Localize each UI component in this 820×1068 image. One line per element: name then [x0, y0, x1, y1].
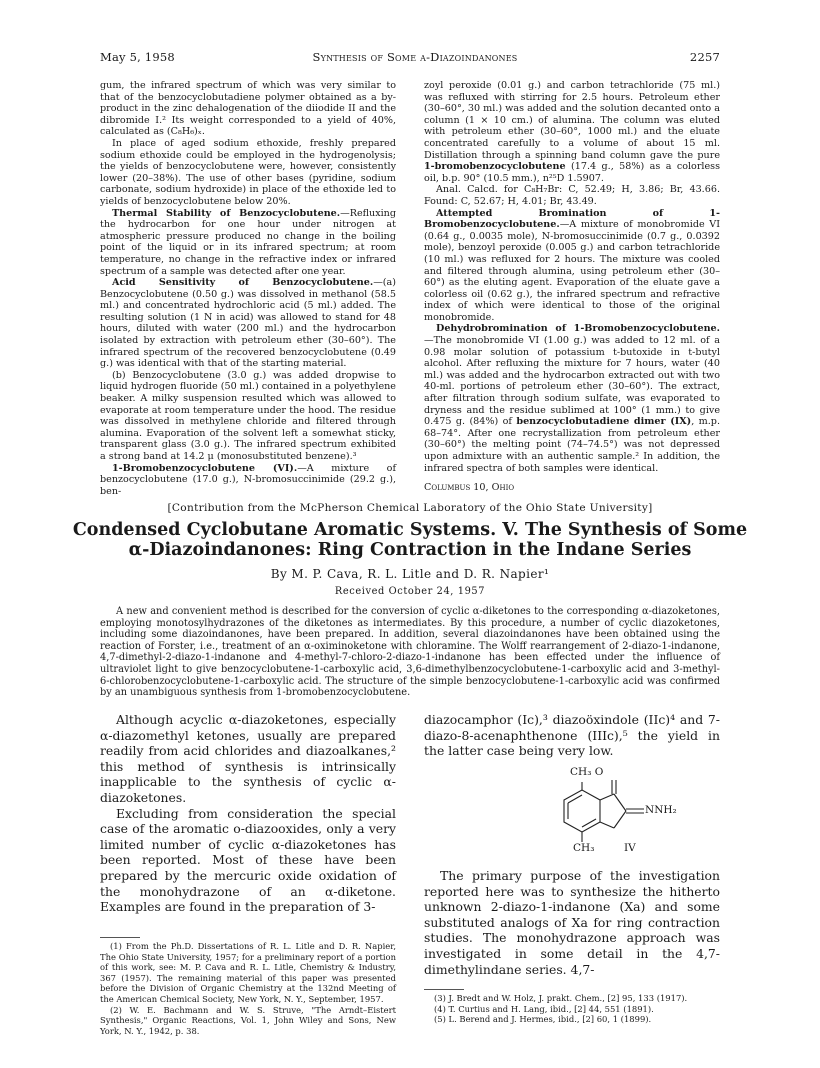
- paragraph-bromo: 1-Bromobenzocyclobutene (VI).—A mixture of benzocyclobutene (17.0 g.), N-bromosuccinimide (29.2 g.), ben-: [100, 462, 396, 497]
- location: Columbus 10, Ohio: [424, 482, 515, 494]
- paragraph: Excluding from consideration the special case of the aromatic o-diazooxides, only a very limited number of cyclic α-diazoketones has been reported. Most of these have been prepared by the mercuric oxide oxidation of the monohydrazone of an α-diketone. Examples are found in the preparation of 3-: [100, 805, 396, 915]
- footnote: (4) T. Curtius and H. Lang, ibid., [2] 44, 551 (1891).: [434, 1003, 654, 1014]
- paragraph-acid: Acid Sensitivity of Benzocyclobutene.—(a) Benzocyclobutene (0.50 g.) was dissolved in methanol (58.5 ml.) and concentrated hydrochloric acid (5 ml.) added. The resulting solution (1 N in acid) was allowed to stand for 48 hours, diluted with water (200 ml.) and the hydrocarbon isolated by extraction with petroleum ether (30–60°). The infrared spectrum of the recovered benzocyclobutene (0.49 g.) was identical with that of the starting material.: [100, 277, 396, 370]
- header-date: May 5, 1958: [100, 50, 175, 64]
- footnote: (3) J. Bredt and W. Holz, J. prakt. Chem., [2] 95, 133 (1917).: [434, 993, 688, 1003]
- header-page-number: 2257: [689, 50, 720, 64]
- top-left-column: [100, 80, 396, 497]
- heading-attempt: Attempted Bromination of 1-Bromobenzocyclobutene.: [424, 207, 720, 231]
- authors: By M. P. Cava, R. L. Litle and D. R. Napier¹: [270, 567, 550, 581]
- footnote: (5) L. Berend and J. Hermes, ibid., [2] 60, 1 (1899).: [434, 1014, 652, 1025]
- footnote: (2) W. E. Bachmann and W. S. Struve, "The Arndt–Eistert Synthesis," Organic Reactions, Vol. 1, John Wiley and Sons, New York, N. Y., 1942, p. 38.: [100, 1004, 396, 1036]
- structure-bottom-label: CH₃: [573, 842, 595, 854]
- paragraph: (b) Benzocyclobutene (3.0 g.) was added dropwise to liquid hydrogen fluoride (50 ml.) contained in a polyethylene beaker. A milky suspension resulted which was allowed to evaporate at room temperature under the hood. The residue was dissolved in methylene chloride and filtered through alumina. Evaporation of the solvent left a somewhat sticky, transparent glass (3.0 g.). The infrared spectrum exhibited a strong band at 14.2 μ (monosubstituted benzene).³: [100, 369, 396, 462]
- structure-group-label: NNH₂: [645, 804, 677, 816]
- paragraph: Although acyclic α-diazoketones, especially α-diazomethyl ketones, usually are prepared readily from acid chlorides and diazoalkanes,² this method of synthesis is intrinsically inapplicable to the synthesis of cyclic α-diazoketones.: [100, 712, 396, 805]
- article-title: Condensed Cyclobutane Aromatic Systems. V. The Synthesis of Some α-Diazoindanones: Ring Contraction in the Indane Series: [72, 520, 748, 560]
- intro-right-column: [424, 712, 720, 759]
- paragraph: zoyl peroxide (0.01 g.) and carbon tetrachloride (75 ml.) was refluxed with stirring for 2.5 hours. Petroleum ether (30–60°, 30 ml.) was added and the solution decanted onto a column (1 × 10 cm.) of alumina. The column was eluted with petroleum ether (30–60°, 1000 ml.) and the eluate concentrated carefully to a volume of about 15 ml. Distillation through a spinning band column gave the pure 1-bromobenzocyclobutene (17.4 g., 58%) as a colorless oil, b.p. 90° (10.5 mm.), n²⁵D 1.5907.: [424, 80, 720, 184]
- footnotes-right: [424, 993, 720, 1025]
- paragraph: In place of aged sodium ethoxide, freshly prepared sodium ethoxide could be employed in the hydrogenolysis; the yields of benzocyclobutene were, however, consistently lower (20–38%). The use of other bases (pyridine, sodium carbonate, sodium hydroxide) in place of the ethoxide led to yields of benzocyclobutene below 20%.: [100, 137, 396, 207]
- structure-iv: [540, 766, 710, 862]
- top-right-column: [424, 80, 720, 494]
- structure-top-label: CH₃ O: [570, 766, 604, 778]
- heading-dehydro: Dehydrobromination of 1-Bromobenzocyclobutene.: [436, 323, 720, 335]
- footnote-rule: [100, 937, 140, 938]
- paragraph-attempt: Attempted Bromination of 1-Bromobenzocyclobutene.—A mixture of monobromide VI (0.64 g., 0.0035 mole), N-bromosuccinimide (0.7 g., 0.0392 mole), benzoyl peroxide (0.005 g.) and carbon tetrachloride (10 ml.) was refluxed for 2 hours. The mixture was cooled and filtered through alumina, using petroleum ether (30–60°) as the eluting agent. Evaporation of the eluate gave a colorless oil (0.62 g.), the infrared spectrum and refractive index of which were identical to those of the original monobromide.: [424, 207, 720, 323]
- received-date: Received October 24, 1957: [334, 586, 486, 597]
- paragraph-thermal: Thermal Stability of Benzocyclobutene.—Refluxing the hydrocarbon for one hour under nitrogen at atmospheric pressure produced no change in the boiling point of the liquid or in its infrared spectrum; at room temperature, no change in the refractive index or infrared spectrum of a sample was detected after one year.: [100, 207, 396, 277]
- heading-bromo: 1-Bromobenzocyclobutene (VI).: [112, 462, 298, 474]
- structure-compound-label: IV: [624, 842, 636, 854]
- heading-acid: Acid Sensitivity of Benzocyclobutene.: [112, 277, 374, 289]
- heading-thermal: Thermal Stability of Benzocyclobutene.: [112, 207, 341, 219]
- intro-right-column-cont: [424, 868, 720, 977]
- intro-left-column: [100, 712, 396, 915]
- paragraph: diazocamphor (Ic),³ diazoöxindole (IIc)⁴ and 7-diazo-8-acenaphthenone (IIIc),⁵ the yield in the latter case being very low.: [424, 712, 720, 759]
- header-running-title: Synthesis of Some α-Diazoindanones: [312, 50, 518, 64]
- paragraph: gum, the infrared spectrum of which was very similar to that of the benzocyclobutadiene polymer obtained as a by-product in the zinc dehalogenation of the diiodide II and the dibromide I.² Its weight corresponded to a yield of 40%, calculated as (C₈H₆)ₓ.: [100, 80, 396, 138]
- footnote-rule: [424, 989, 464, 990]
- abstract: A new and convenient method is described for the conversion of cyclic α-diketones to the corresponding α-diazoketones, employing monotosylhydrazones of the diketones as intermediates. By this procedure, a number of cyclic diazoketones, including some diazoindanones, have been prepared. In addition, several diazoindanones have been obtained using the reaction of Forster, i.e., treatment of an α-oximinoketone with chloramine. The Wolff rearrangement of 2-diazo-1-indanone, 4,7-dimethyl-2-diazo-1-indanone and 4-methyl-7-chloro-2-diazo-1-indanone has been effected under the influence of ultraviolet light to give benzocyclobutene-1-carboxylic acid, 3,6-dimethylbenzocyclobutene-1-carboxylic acid and 3-methyl-6-chlorobenzocyclobutene-1-carboxylic acid. The structure of the simple benzocyclobutene-1-carboxylic acid was confirmed by an unambiguous synthesis from 1-bromobenzocyclobutene.: [100, 606, 720, 699]
- paragraph-dehydro: Dehydrobromination of 1-Bromobenzocyclobutene.—The monobromide VI (1.00 g.) was added to 12 ml. of a 0.98 molar solution of potassium t-butoxide in t-butyl alcohol. After refluxing the mixture for 7 hours, water (40 ml.) was added and the hydrocarbon extracted out with two 40-ml. portions of petroleum ether (30–60°). The extract, after filtration through sodium sulfate, was evaporated to dryness and the residue sublimed at 100° (1 mm.) to give 0.475 g. (84%) of benzocyclobutadiene dimer (IX), m.p. 68–74°. After one recrystallization from petroleum ether (30–60°) the melting point (74–74.5°) was not depressed upon admixture with an authentic sample.² In addition, the infrared spectra of both samples were identical.: [424, 323, 720, 474]
- paragraph-anal: Anal. Calcd. for C₈H₇Br: C, 52.49; H, 3.86; Br, 43.66. Found: C, 52.67; H, 4.01; Br, 43.49.: [424, 184, 720, 207]
- contribution-line: [Contribution from the McPherson Chemical Laboratory of the Ohio State University]: [167, 502, 653, 514]
- footnote: (1) From the Ph.D. Dissertations of R. L. Litle and D. R. Napier, The Ohio State University, 1957; for a preliminary report of a portion of this work, see: M. P. Cava and R. L. Litle, Chemistry & Industry, 367 (1957). The remaining material of this paper was presented before the Division of Organic Chemistry at the 132nd Meeting of the American Chemical Society, New York, N. Y., September, 1957.: [100, 941, 396, 1004]
- paragraph: The primary purpose of the investigation reported here was to synthesize the hitherto unknown 2-diazo-1-indanone (Xa) and some substituted analogs of Xa for ring contraction studies. The monohydrazone approach was investigated in some detail in the 4,7-dimethylindane series. 4,7-: [424, 868, 720, 977]
- footnotes-left: [100, 941, 396, 1036]
